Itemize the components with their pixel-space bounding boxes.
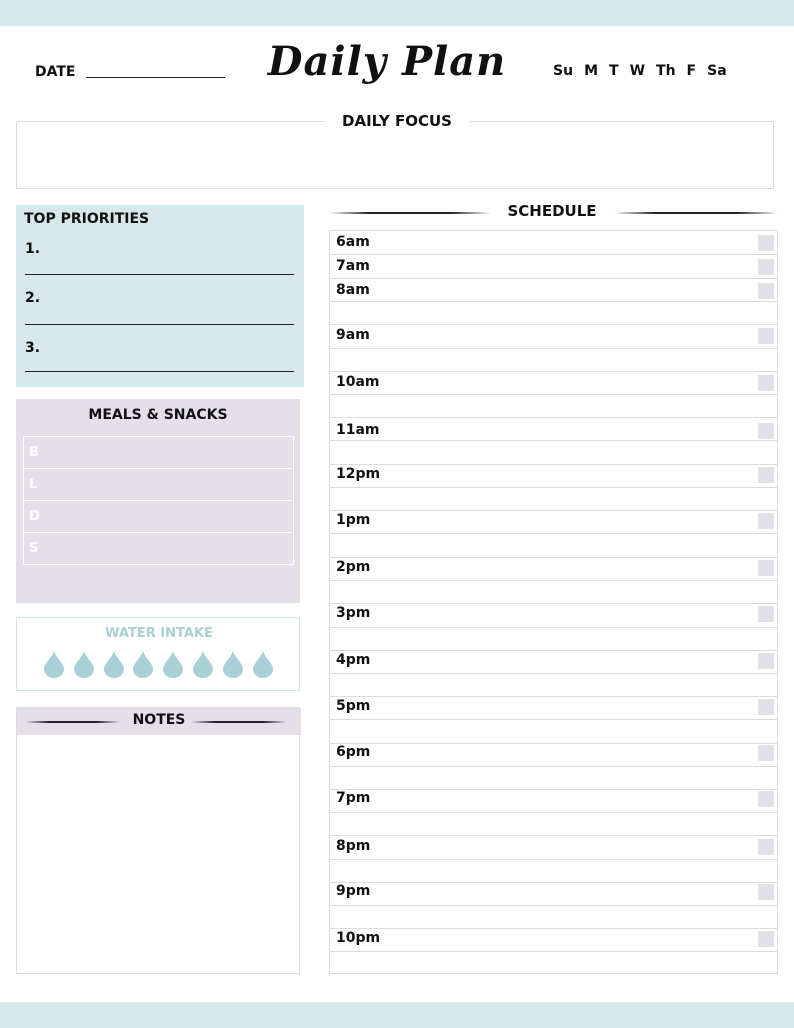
schedule-line (330, 859, 777, 860)
schedule-line (330, 417, 777, 418)
checkbox-9am[interactable] (758, 328, 774, 344)
time-label-2pm: 2pm (336, 559, 371, 575)
day-friday[interactable]: F (686, 63, 697, 79)
priority-number-2: 2. (25, 290, 41, 306)
schedule-line (330, 835, 777, 836)
time-label-9pm: 9pm (336, 883, 371, 899)
time-label-4pm: 4pm (336, 652, 371, 668)
divider-line (329, 212, 491, 214)
schedule-line (330, 766, 777, 767)
water-drop-icon[interactable] (223, 650, 243, 678)
schedule-line (330, 580, 777, 581)
schedule-line (330, 696, 777, 697)
schedule-line (330, 627, 777, 628)
water-drop-icon[interactable] (253, 650, 273, 678)
schedule-line (330, 278, 777, 279)
schedule-line (330, 371, 777, 372)
meal-row-snacks[interactable] (23, 532, 294, 565)
schedule-line (330, 557, 777, 558)
schedule-line (330, 348, 777, 349)
day-sunday[interactable]: Su (553, 63, 574, 79)
bottom-band (0, 1002, 794, 1028)
schedule-line (330, 789, 777, 790)
date-label: DATE (35, 64, 76, 80)
water-drop-icon[interactable] (44, 650, 64, 678)
top-priorities-panel (16, 205, 304, 387)
time-label-7am: 7am (336, 258, 370, 274)
page-title: Daily Plan (267, 38, 507, 85)
schedule-line (330, 394, 777, 395)
schedule-line (330, 324, 777, 325)
time-label-3pm: 3pm (336, 605, 371, 621)
time-label-6am: 6am (336, 234, 370, 250)
schedule-line (330, 905, 777, 906)
schedule-line (330, 719, 777, 720)
meals-snacks-title: MEALS & SNACKS (88, 407, 228, 423)
checkbox-3pm[interactable] (758, 606, 774, 622)
day-wednesday[interactable]: W (629, 63, 646, 79)
meal-letter: B (29, 445, 39, 460)
daily-focus-title: DAILY FOCUS (325, 112, 469, 130)
schedule-line (330, 743, 777, 744)
divider-line (614, 212, 778, 214)
water-intake-title: WATER INTAKE (105, 626, 213, 641)
checkbox-8am[interactable] (758, 283, 774, 299)
meal-row-dinner[interactable] (23, 500, 294, 533)
checkbox-11am[interactable] (758, 423, 774, 439)
water-drop-icon[interactable] (74, 650, 94, 678)
priority-line-1[interactable] (25, 274, 294, 275)
meal-letter: L (29, 477, 38, 492)
checkbox-8pm[interactable] (758, 839, 774, 855)
schedule-grid (329, 230, 778, 974)
schedule-line (330, 812, 777, 813)
checkbox-10pm[interactable] (758, 931, 774, 947)
divider-line (191, 721, 287, 723)
day-saturday[interactable]: Sa (707, 63, 727, 79)
checkbox-6pm[interactable] (758, 745, 774, 761)
water-drop-icon[interactable] (193, 650, 213, 678)
meal-letter: S (29, 541, 39, 556)
day-monday[interactable]: M (584, 63, 598, 79)
meal-row-lunch[interactable] (23, 468, 294, 501)
schedule-title: SCHEDULE (507, 202, 597, 220)
checkbox-7pm[interactable] (758, 791, 774, 807)
water-drop-icon[interactable] (163, 650, 183, 678)
checkbox-2pm[interactable] (758, 560, 774, 576)
top-band (0, 0, 794, 26)
priority-line-3[interactable] (25, 371, 294, 372)
schedule-line (330, 464, 777, 465)
schedule-line (330, 650, 777, 651)
schedule-line (330, 603, 777, 604)
notes-panel[interactable] (16, 707, 300, 974)
checkbox-4pm[interactable] (758, 653, 774, 669)
schedule-line (330, 487, 777, 488)
daily-focus-box[interactable] (16, 121, 774, 189)
water-intake-panel (16, 617, 300, 691)
checkbox-10am[interactable] (758, 375, 774, 391)
time-label-10am: 10am (336, 374, 380, 390)
checkbox-12pm[interactable] (758, 467, 774, 483)
notes-title: NOTES (132, 712, 186, 728)
priority-number-3: 3. (25, 340, 41, 356)
priority-line-2[interactable] (25, 324, 294, 325)
day-thursday[interactable]: Th (656, 63, 676, 79)
time-label-6pm: 6pm (336, 744, 371, 760)
checkbox-1pm[interactable] (758, 513, 774, 529)
notes-header (17, 708, 301, 735)
checkbox-9pm[interactable] (758, 884, 774, 900)
checkbox-5pm[interactable] (758, 699, 774, 715)
time-label-10pm: 10pm (336, 930, 381, 946)
schedule-line (330, 951, 777, 952)
schedule-line (330, 928, 777, 929)
priority-number-1: 1. (25, 241, 41, 257)
day-tuesday[interactable]: T (609, 63, 619, 79)
checkbox-7am[interactable] (758, 259, 774, 275)
checkbox-6am[interactable] (758, 235, 774, 251)
water-drop-icon[interactable] (104, 650, 124, 678)
meal-row-breakfast[interactable] (23, 436, 294, 469)
time-label-5pm: 5pm (336, 698, 371, 714)
schedule-line (330, 254, 777, 255)
schedule-line (330, 882, 777, 883)
time-label-8pm: 8pm (336, 838, 371, 854)
weekday-selector (553, 63, 738, 79)
schedule-line (330, 673, 777, 674)
time-label-12pm: 12pm (336, 466, 381, 482)
schedule-line (330, 440, 777, 441)
top-priorities-title: TOP PRIORITIES (24, 211, 150, 227)
date-field[interactable] (86, 77, 225, 78)
schedule-line (330, 510, 777, 511)
time-label-11am: 11am (336, 422, 380, 438)
schedule-line (330, 533, 777, 534)
time-label-1pm: 1pm (336, 512, 371, 528)
time-label-7pm: 7pm (336, 790, 371, 806)
meal-letter: D (29, 509, 40, 524)
schedule-line (330, 301, 777, 302)
water-drop-icon[interactable] (133, 650, 153, 678)
time-label-9am: 9am (336, 327, 370, 343)
time-label-8am: 8am (336, 282, 370, 298)
meals-snacks-panel (16, 399, 300, 603)
